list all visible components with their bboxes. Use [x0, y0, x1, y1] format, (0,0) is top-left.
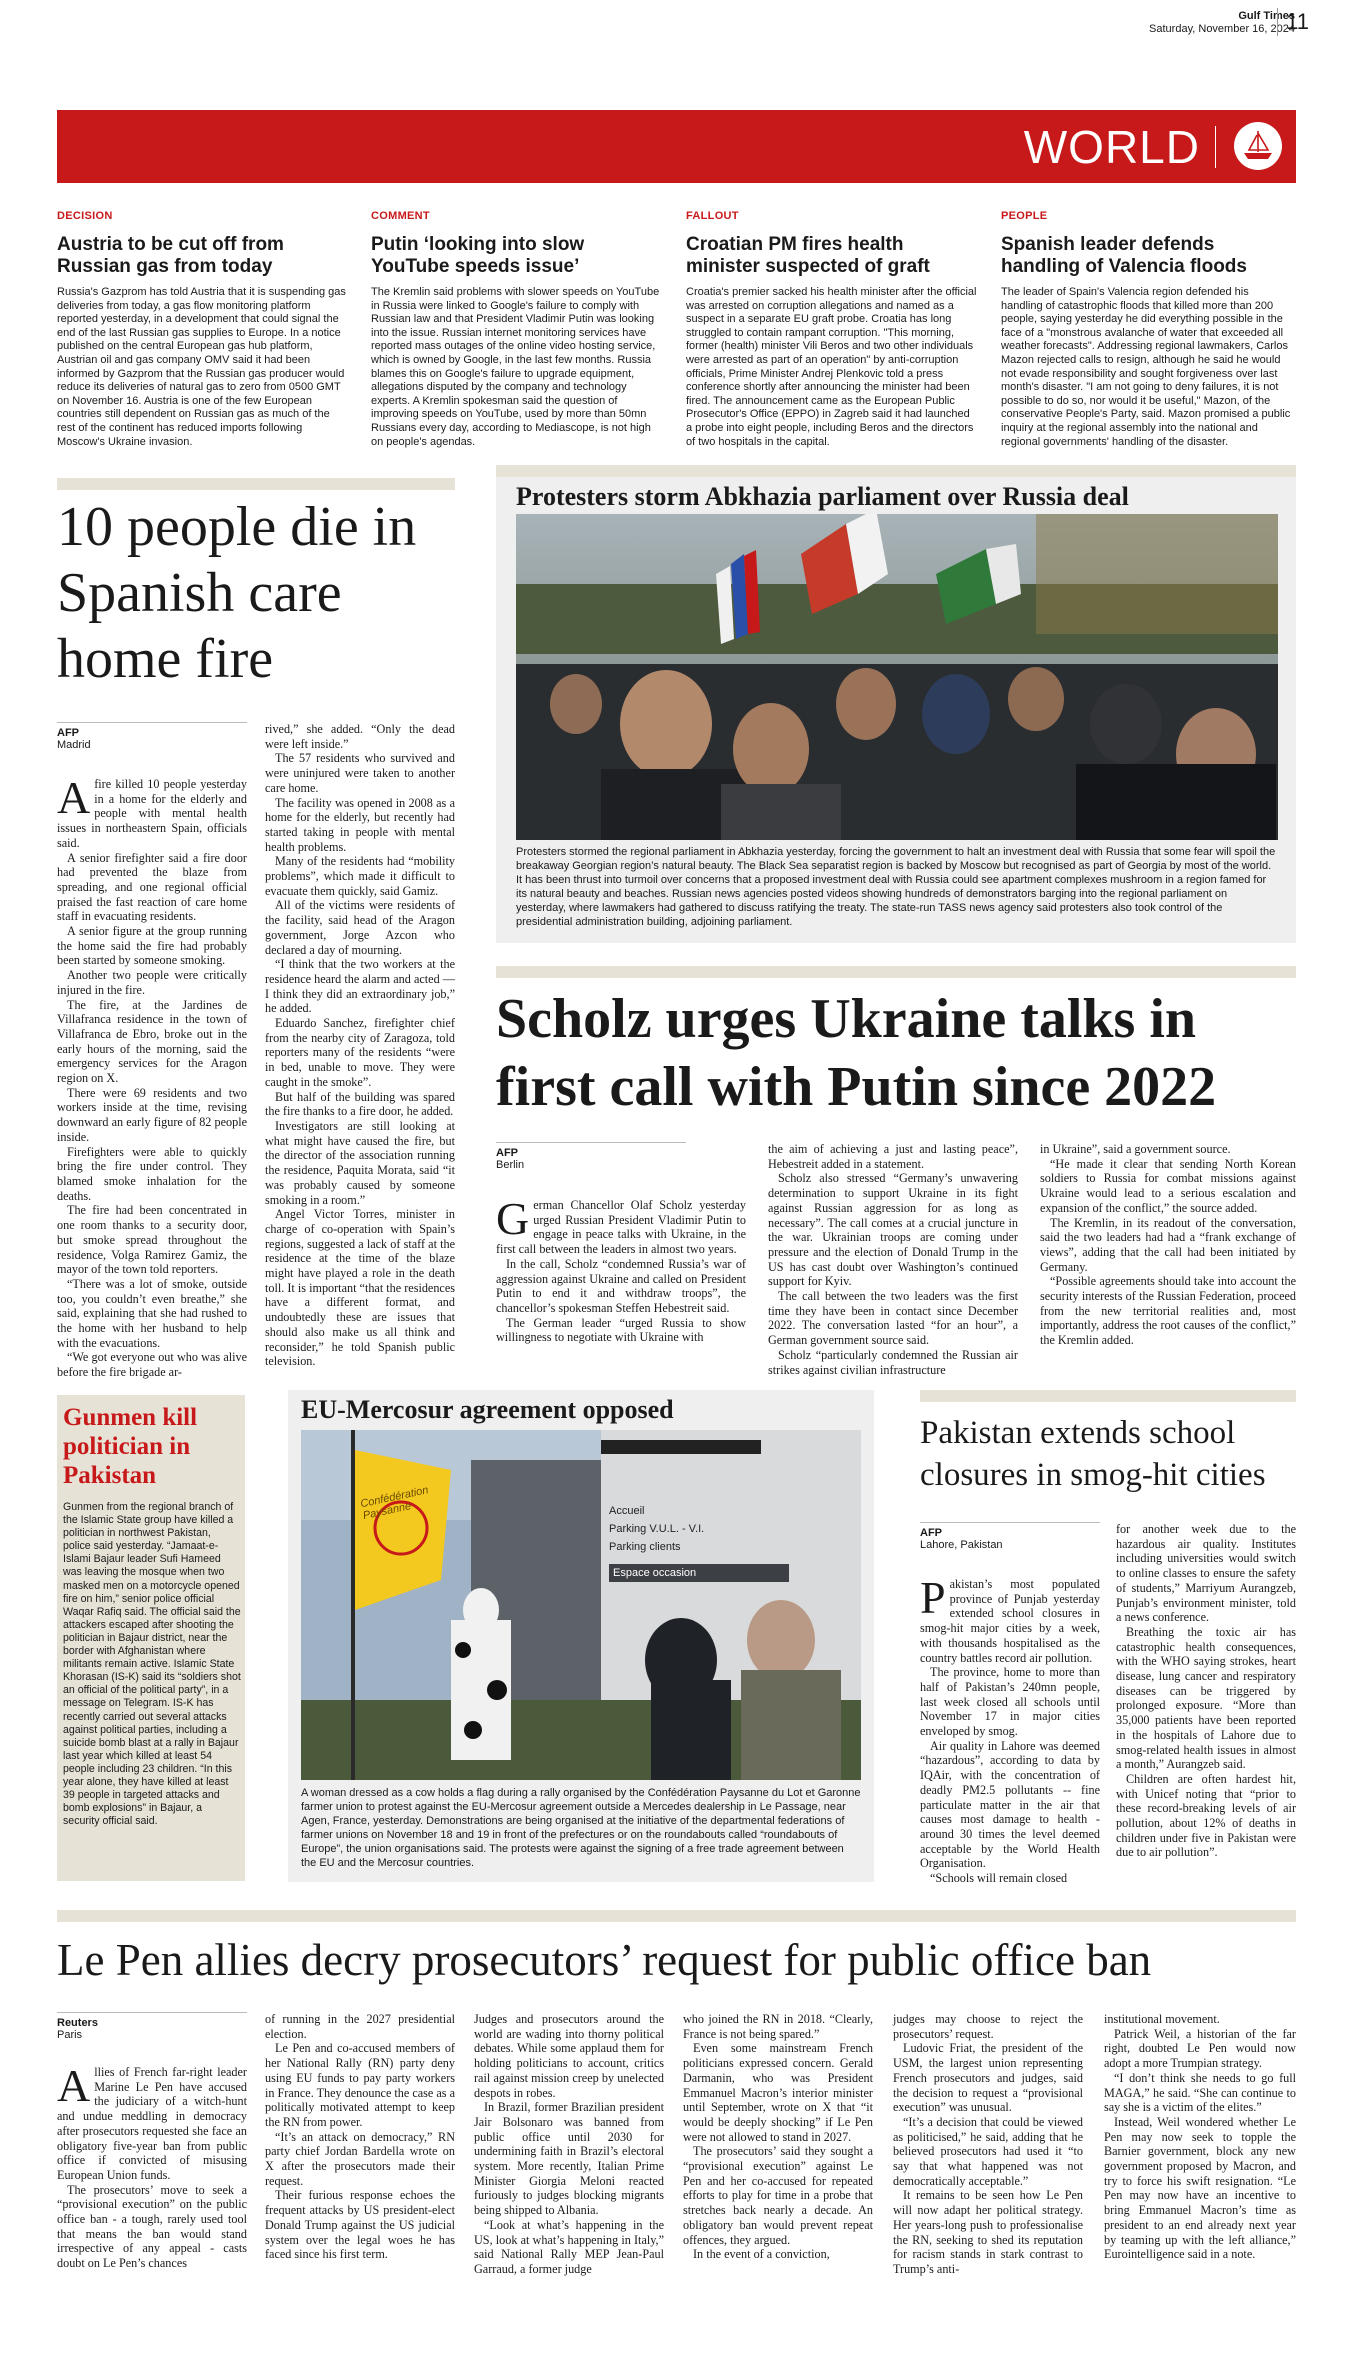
paragraph: The Kremlin, in its readout of the conversation, said the two leaders had had a “frank exchange of views”, adding that the call had been initiated by Germany. [1040, 1215, 1296, 1274]
protest-photo [516, 514, 1278, 840]
brief-kicker: COMMENT [371, 210, 430, 222]
sign-line: Espace occasion [609, 1564, 789, 1582]
byline [496, 1142, 686, 1171]
article-column [768, 1142, 1018, 1377]
article-headline: Scholz urges Ukraine talks in first call with Putin since 2022 [496, 988, 1217, 1118]
paragraph: In the call, Scholz “condemned Russia’s war of aggression against Ukraine and called on President Putin to end it and withdraw troops”, the chancellor’s spokesman Steffen Hebestreit said. [496, 1256, 746, 1315]
photo-feature-abkhazia [496, 477, 1296, 943]
paragraph: Firefighters were able to quickly bring the fire under control. They blamed smoke inhalation for the deaths. [57, 1144, 247, 1203]
paper-name: Gulf Times [1238, 10, 1295, 22]
paragraph: The facility was opened in 2008 as a home for the elderly, but recently had started taking in people with mental health problems. [265, 795, 455, 854]
article-column [1116, 1522, 1296, 1860]
brief-kicker: PEOPLE [1001, 210, 1048, 222]
paragraph: of running in the 2027 presidential election. [265, 2012, 455, 2041]
section-rule [496, 966, 1296, 978]
byline-place: Madrid [57, 739, 91, 751]
section-rule [57, 478, 455, 490]
brief-valencia [1001, 210, 1293, 449]
article-column [265, 2012, 455, 2262]
dealership-sign [609, 1502, 789, 1582]
paragraph: Scholz “particularly condemned the Russian air strikes against civilian infrastructure [768, 1347, 1018, 1377]
byline-agency: Reuters [57, 2017, 98, 2029]
photo-headline: Protesters storm Abkhazia parliament over Russia deal [516, 482, 1129, 511]
paragraph: Pakistan’s most populated province of Punjab yesterday extended school closures in smog-hit major cities by a week, with thousands hospitalised as the country battles record air pollution. [920, 1572, 1100, 1665]
paragraph: “We got everyone out who was alive before the fire brigade ar- [57, 1350, 247, 1380]
paragraph: “Look at what’s happening in the US, look at what’s happening in Italy,” said National Rally MEP Jean-Paul Garraud, a former judge [474, 2217, 664, 2276]
article-column [57, 2060, 247, 2271]
paragraph: The fire had been concentrated in one room thanks to a security door, but smoke spread throughout the residence, Volga Ramirez Gamiz, the mayor of the town told reporters. [57, 1203, 247, 1277]
byline-agency: AFP [57, 727, 79, 739]
dropcap: G [496, 1193, 530, 1244]
byline-agency: AFP [920, 1527, 942, 1539]
byline-agency: AFP [496, 1147, 518, 1159]
photo-feature-mercosur [288, 1390, 874, 1882]
sign-line: Parking clients [609, 1541, 681, 1553]
paragraph: The prosecutors’ said they sought a “provisional execution” against Le Pen and her co-accused for repeated efforts to play for time in a probe that stretches back nearly a decade. An obligatory ban would prevent repeat offences, they argued. [683, 2144, 873, 2247]
paragraph: institutional movement. [1104, 2012, 1220, 2026]
mercosur-photo [301, 1430, 861, 1780]
paragraph: rived,” she added. “Only the dead were left inside.” [265, 722, 455, 751]
brief-body: Gunmen from the regional branch of the Islamic State group have killed a politician in northwest Pakistan, police said yesterday. “Jamaat-e-Islami Bajaur leader Sufi Hameed was leaving the mosque when two masked men on a motorcycle opened fire on him,” senior police official Waqar Rafiq said. The official said the attackers escaped after shooting the politician in Bajaur district, near the border with Afghanistan where militants remain active. Islamic State Khorasan (IS-K) said its “soldiers shot an official of the political party”, in a message on Telegram. IS-K has recently carried out several attacks against political parties, including a suicide bomb blast at a rally in Bajaur last year which killed at least 54 people including 23 children. “In this year alone, they have killed at least 39 people in targeted attacks and bomb explosions” in Bajaur, a security official said. [63, 1501, 241, 1828]
brief-headline: Spanish leader defends handling of Valencia floods [1001, 234, 1247, 277]
paragraph: The prosecutors’ move to seek a “provisional execution” on the public office ban - a tough, rarely used tool that means the ban would stand irrespective of any appeal - casts doubt on Le Pen’s chances [57, 2182, 247, 2271]
paragraph: Eduardo Sanchez, firefighter chief from the nearby city of Zaragoza, told reporters many of the residents “were in bed, unable to move. They were caught in the smoke”. [265, 1016, 455, 1089]
brief-body: Russia's Gazprom has told Austria that it is suspending gas deliveries from today, a gas flow monitoring platform reported yesterday, in a development that could signal the end of the last Russian gas supplies to Europe. In a notice published on the central European gas hub platform, Austrian oil and gas company OMV said it had been informed by Gazprom that the Russian gas producer would reduce its deliveries of natural gas to zero from 0500 GMT on November 16. Austria is one of the few European countries still dependent on Russian gas as much of the rest of the continent has reduced imports following Moscow's Ukraine invasion. [57, 286, 346, 448]
brief-body: The Kremlin said problems with slower speeds on YouTube in Russia were linked to Google's failure to comply with Russian law and that President Vladimir Putin was looking into the issue. Russian internet monitoring services have reported mass outages of the online video hosting service, which is owned by Google, in the last few months. Russia blames this on Google's failure to upgrade equipment, allegations disputed by the company and technology experts. A Kremlin spokesman said the question of improving speeds on YouTube, used by more than 50mn Russians every day, according to Mediascope, is not high on people's agendas. [371, 286, 660, 448]
paragraph: The German leader “urged Russia to show willingness to negotiate with Ukraine with [496, 1315, 746, 1345]
paragraph: judges may choose to reject the prosecutors’ request. [893, 2012, 1083, 2041]
paragraph: Even some mainstream French politicians expressed concern. Gerald Darmanin, who was President Emmanuel Macron’s interior minister until September, wrote on X that “it would be deeply shocking” if Le Pen were not allowed to stand in 2027. [683, 2041, 873, 2144]
sign-line: Parking V.U.L. - V.I. [609, 1523, 705, 1535]
photo-headline: EU-Mercosur agreement opposed [301, 1395, 674, 1424]
paragraph: Children are often hardest hit, with Unicef noting that “prior to these record-breaking levels of air pollution, about 12% of deaths in children under five in Pakistan were due to air pollution”. [1116, 1771, 1296, 1860]
paragraph: Allies of French far-right leader Marine Le Pen have accused the judiciary of a witch-hunt and undue meddling in democracy after prosecutors requested she face an obligatory five-year ban from public office if convicted of misusing European Union funds. [57, 2060, 247, 2182]
paragraph: who joined the RN in 2018. “Clearly, France is not being spared.” [683, 2012, 873, 2041]
article-column [496, 1193, 746, 1345]
paragraph: German Chancellor Olaf Scholz yesterday urged Russian President Vladimir Putin to engage in peace talks with Ukraine, in the first call between the leaders in almost two years. [496, 1193, 746, 1257]
brief-headline: Gunmen kill politician in Pakistan [63, 1404, 198, 1489]
article-column [474, 2012, 664, 2277]
article-column [1040, 1142, 1296, 1348]
paragraph: “Possible agreements should take into account the security interests of the Russian Federation, proceed from the new territorial realities and, most importantly, address the root causes of the conflict,” the Kremlin added. [1040, 1274, 1296, 1348]
paragraph: The province, home to more than half of Pakistan’s 240mn people, last week closed all schools until November 17 in major cities enveloped by smog. [920, 1665, 1100, 1739]
paragraph: Instead, Weil wondered whether Le Pen may now seek to topple the Barnier government, block any new government proposed by Macron, and try to force his swift resignation. “Le Pen may now have an incentive to bring Emmanuel Macron’s time as president to an end already next year by teaming up with the left alliance,” Eurointelligence said in a note. [1104, 2114, 1296, 2262]
photo-caption: Protesters stormed the regional parliament in Abkhazia yesterday, forcing the government to halt an investment deal with Russia that some fear will spoil the breakaway Georgian region’s natural beauty. The Black Sea separatist region is backed by Moscow but recognised as part of Georgia by most of the world. It has been thrust into turmoil over concerns that a proposed investment deal with Russia could see apartment complexes mushroom in a region famed for its natural beauty and beaches. Russian news agencies posted videos showing hundreds of demonstrators barging into the regional parliament on yesterday, where lawmakers had gathered to discuss ratifying the treaty. The state-run TASS news agency said protesters also took control of the presidential administration building, adjoining parliament. [516, 846, 1276, 928]
article-headline: Pakistan extends school closures in smog-hit cities [920, 1415, 1266, 1493]
article-column [265, 722, 455, 1369]
paragraph: “I don’t think she needs to go full MAGA,” he said. “She can continue to say she is a victim of the elites.” [1104, 2070, 1296, 2115]
brief-kicker: DECISION [57, 210, 113, 222]
brief-kicker: FALLOUT [686, 210, 739, 222]
paragraph: The 57 residents who survived and were uninjured were taken to another care home. [265, 751, 455, 795]
dropcap: P [920, 1572, 946, 1623]
article-column [1104, 2012, 1296, 2262]
brief-austria [57, 210, 349, 449]
section-rule [920, 1390, 1296, 1402]
paragraph: The fire, at the Jardines de Villafranca residence in the town of Villafranca de Ebro, broke out in the early hours of the morning, said the emergency services for the Aragon region on X. [57, 997, 247, 1086]
article-column [920, 1572, 1100, 1886]
article-headline: 10 people die in Spanish care home fire [57, 496, 417, 690]
page-number: 11 [1277, 8, 1309, 36]
byline [57, 722, 247, 751]
gunmen-brief-box [57, 1395, 245, 1881]
section-banner [57, 110, 1296, 183]
byline [920, 1522, 1100, 1551]
paragraph: “It’s a decision that could be viewed as politicised,” he said, adding that he believed prosecutors had used it “to say that what happened was not democratically acceptable.” [893, 2114, 1083, 2188]
paragraph: Le Pen and co-accused members of her National Rally (RN) party deny using EU funds to pay party workers in France. They denounce the case as a politically motivated attempt to keep the RN from power. [265, 2041, 455, 2129]
paragraph: Scholz also stressed “Germany’s unwavering determination to support Ukraine in its fight against Russian aggression for as long as necessary”. The call comes at a crucial juncture in the war. Ukrainian troops are coming under pressure and the election of Donald Trump in the US has cast doubt over Washington’s continued support for Kyiv. [768, 1171, 1018, 1289]
brief-headline: Croatian PM fires health minister suspected of graft [686, 234, 930, 277]
article-headline: Le Pen allies decry prosecutors’ request for public office ban [57, 1935, 1152, 1985]
flag-text: Confédération Paysanne [359, 1484, 430, 1523]
paragraph: “I think that the two workers at the residence heard the alarm and acted — I think they did an extraordinary job,” he added. [265, 957, 455, 1016]
brief-body: Croatia's premier sacked his health minister after the official was arrested on corruption allegations and named as a suspect in a separate EU graft probe. Croatia has long struggled to contain rampant corruption. "This morning, former (health) minister Vili Beros and two other individuals were arrested as part of an operation" by anti-corruption officials, Prime Minister Andrej Plenkovic told a press conference shortly after announcing the minister had been fired. The announcement came as the European Public Prosecutor's Office (EPPO) in Zagreb said it had launched a probe into eight people, including Beros and the directors of two hospitals in the capital. [686, 286, 977, 448]
paragraph: Angel Victor Torres, minister in charge of co-operation with Spain’s regions, suggested a lack of staff at the residence at the time of the blaze might have played a role in the death toll. It is important “that the residences have a different format, and undoubtedly these are issues that should also make us all think and reconsider,” he told Spanish public television. [265, 1207, 455, 1369]
paragraph: It remains to be seen how Le Pen will now adapt her political strategy. Her years-long push to professionalise the RN, seeking to shed its reputation for racism stands in stark contrast to Trump’s anti- [893, 2188, 1083, 2276]
byline [57, 2012, 247, 2041]
brief-putin-youtube [371, 210, 663, 449]
brief-croatia [686, 210, 978, 449]
paragraph: The call between the two leaders was the first time they have been in contact since December 2022. The conversation lasted “for an hour”, a German government source said. [768, 1289, 1018, 1348]
sign-line: Accueil [609, 1505, 645, 1517]
paragraph: Many of the residents had “mobility problems”, which made it difficult to evacuate them quickly, said Gamiz. [265, 854, 455, 898]
paragraph: “Schools will remain closed [930, 1871, 1068, 1886]
dropcap: A [57, 772, 91, 823]
paragraph: But half of the building was spared the fire thanks to a fire door, he added. [265, 1089, 455, 1119]
article-column [893, 2012, 1083, 2277]
paragraph: Their furious response echoes the frequent attacks by US president-elect Donald Trump against the US judicial system over the legal woes he has faced since his first term. [265, 2188, 455, 2262]
byline-place: Berlin [496, 1159, 525, 1171]
section-title: WORLD [1023, 121, 1200, 173]
paragraph: in Ukraine”, said a government source. [1040, 1142, 1231, 1156]
paragraph: “There was a lot of smoke, outside too, you couldn’t even breathe,” she said, explaining that she had rushed to the home with her husband to help with the evacuations. [57, 1276, 247, 1350]
paragraph: for another week due to the hazardous air quality. Institutes including universities would switch to online classes to ensure the safety of students,” Marriyum Aurangzeb, Punjab’s environment minister, told a news conference. [1116, 1522, 1296, 1625]
paragraph: Another two people were critically injured in the fire. [57, 968, 247, 997]
paragraph: Ludovic Friat, the president of the USM, the largest union representing French prosecutors and judges, said the decision to request a “provisional execution” was unusual. [893, 2041, 1083, 2115]
paragraph: A senior firefighter said a fire door had prevented the blaze from spreading, and one regional official praised the fast reaction of care home staff in evacuating residents. [57, 850, 247, 924]
brief-headline: Putin ‘looking into slow YouTube speeds issue’ [371, 234, 585, 277]
paragraph: Breathing the toxic air has catastrophic health consequences, with the WHO saying strokes, heart disease, lung cancer and respiratory diseases can be triggered by prolonged exposure. “More than 35,000 patients have been reported in the hospitals of Lahore due to smog-related health issues in almost a month,” Aurangzeb said. [1116, 1624, 1296, 1772]
ship-icon [1234, 122, 1282, 170]
paragraph: “It’s an attack on democracy,” RN party chief Jordan Bardella wrote on X after the prosecutors made their request. [265, 2129, 455, 2188]
brief-headline: Austria to be cut off from Russian gas from today [57, 234, 284, 277]
paragraph: In Brazil, former Brazilian president Jair Bolsonaro was banned from public office until 2030 for undermining faith in Brazil’s electoral system. More recently, Italian Prime Minister Giorgia Meloni reacted furiously to judges blocking migrants being shipped to Albania. [474, 2100, 664, 2218]
article-column [683, 2012, 873, 2262]
paragraph: Investigators are still looking at what might have caused the fire, but the director of the association running the residence, Paquita Morata, said “it was probably caused by someone smoking in a room.” [265, 1118, 455, 1207]
byline-place: Lahore, Pakistan [920, 1539, 1003, 1551]
article-column [57, 772, 247, 1380]
issue-date: Saturday, November 16, 2024 [1149, 23, 1295, 35]
paragraph: Judges and prosecutors around the world are wading into thorny political debates. While some applaud them for holding politicians to account, critics rail against mission creep by unelected despots in robes. [474, 2012, 664, 2100]
dropcap: A [57, 2060, 91, 2111]
section-rule [57, 1910, 1296, 1922]
section-rule [496, 465, 1296, 477]
paragraph: All of the victims were residents of the facility, said head of the Aragon government, Jorge Azcon who declared a day of mourning. [265, 898, 455, 957]
paragraph: A fire killed 10 people yesterday in a home for the elderly and people with mental health issues in northeastern Spain, officials said. [57, 772, 247, 850]
paragraph: the aim of achieving a just and lasting peace”, Hebestreit added in a statement. [768, 1142, 1018, 1171]
brief-body: The leader of Spain's Valencia region defended his handling of catastrophic floods that killed more than 200 people, saying yesterday he did everything possible in the face of a "monstrous avalanche of water that exceeded all weather forecasts". Addressing regional lawmakers, Carlos Mazon rejected calls to resign, although he said he would not evade responsibility and sought forgiveness over last month's disaster. "I am not going to deny failures, it is not possible to do so, nor would it be useful," Mazon, of the conservative People's Party, said. Mazon promised a public inquiry at the regional assembly into the national and regional governments' handling of the disaster. [1001, 286, 1291, 448]
paragraph: “He made it clear that sending North Korean soldiers to Russia for combat missions against Ukraine would lead to a serious escalation and expansion of the conflict,” the source added. [1040, 1156, 1296, 1215]
paragraph: In the event of a conviction, [693, 2247, 830, 2262]
paragraph: There were 69 residents and two workers inside at the time, revising downward an early figure of 82 people inside. [57, 1085, 247, 1144]
byline-place: Paris [57, 2029, 83, 2041]
photo-caption: A woman dressed as a cow holds a flag during a rally organised by the Confédération Paysanne du Lot et Garonne farmer union to protest against the EU-Mercosur agreement outside a Mercedes dealership in Le Passage, near Agen, France, yesterday. Demonstrations are being organised at the initiative of the departmental federations of farmer unions on November 18 and 19 in front of the prefectures or on the roundabouts called “roundabouts of Europe”, the union organisations said. The protests were against the signing of a free trade agreement between the EU and the Mercosur countries. [301, 1787, 861, 1869]
paragraph: A senior figure at the group running the home said the fire had probably been started by someone smoking. [57, 924, 247, 968]
banner-divider [1215, 126, 1216, 168]
paragraph: Air quality in Lahore was deemed “hazardous”, according to data by IQAir, with the concentration of deadly PM2.5 pollutants -- fine particulate matter in the air that causes most damage to health - around 30 times the level deemed acceptable by the World Health Organisation. [920, 1738, 1100, 1871]
paragraph: Patrick Weil, a historian of the far right, doubted Le Pen would now adopt a more Trumpian strategy. [1104, 2026, 1296, 2071]
